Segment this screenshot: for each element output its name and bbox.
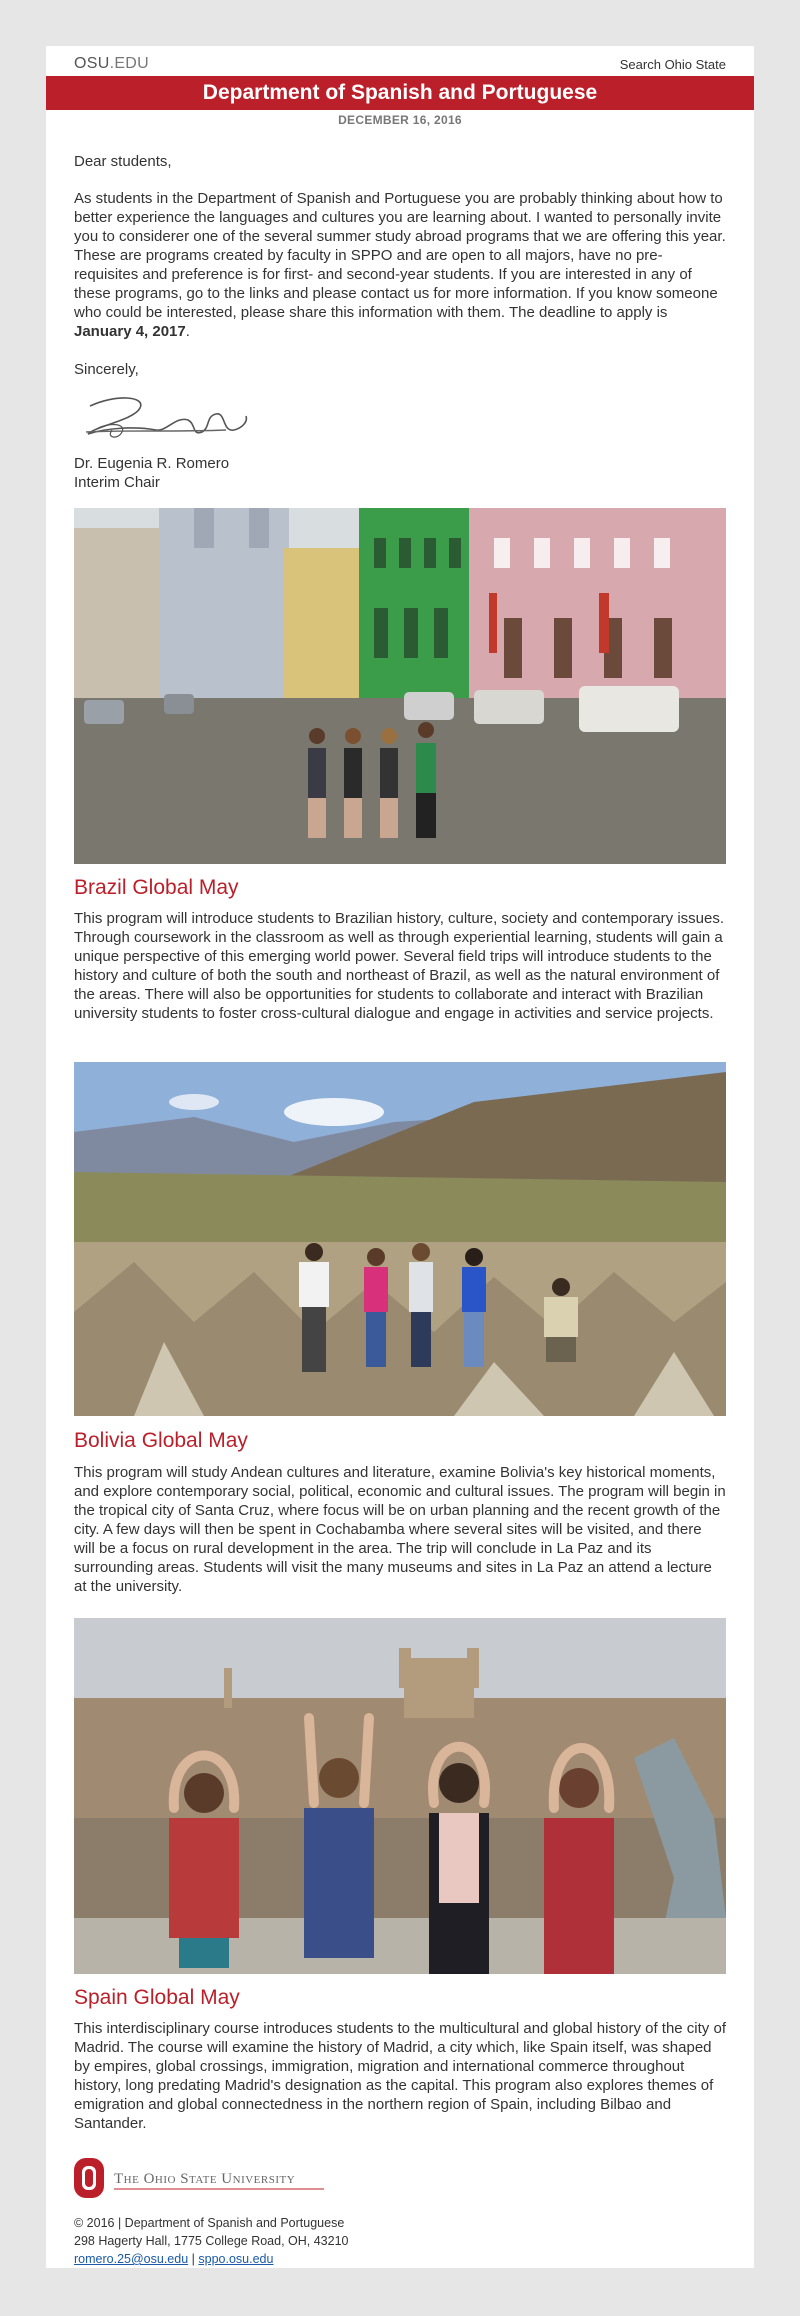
program-title-spain: Spain Global May [74, 1986, 240, 2009]
osu-edu-logo[interactable] [74, 55, 149, 73]
intro-end: . [185, 323, 190, 340]
signature-image [76, 386, 256, 454]
department-banner: Department of Spanish and Portuguese [46, 76, 754, 110]
closing: Sincerely, [74, 361, 139, 378]
email-link[interactable]: romero.25@osu.edu [74, 2252, 189, 2266]
brazil-photo [74, 508, 726, 864]
footer-copyright: © 2016 | Department of Spanish and Portuguese [74, 2216, 345, 2230]
website-link[interactable]: sppo.osu.edu [198, 2252, 274, 2266]
top-bar [46, 46, 754, 76]
footer-contact [74, 2214, 348, 2268]
newsletter-date: DECEMBER 16, 2016 [338, 113, 462, 127]
deadline-date: January 4, 2017 [74, 323, 186, 340]
logo-osu-text: OSU [74, 55, 110, 72]
signer-block [74, 454, 726, 492]
program-description-spain: This interdisciplinary course introduces students to the multicultural and global history of the city of Madrid. The course will examine the history of Madrid, a city which, like Spain itself, was shaped by empires, global crossings, immigration, migration and international commerce throughout history, long predating Madrid's designation as the capital. This program also explores themes of emigration and global connectedness in the northern region of Spain, including Bilbao and Santander. [74, 2020, 726, 2132]
greeting: Dear students, [74, 153, 172, 170]
email-page [46, 46, 754, 2268]
signer-title: Interim Chair [74, 474, 160, 491]
program-title-brazil: Brazil Global May [74, 876, 239, 899]
intro-text: As students in the Department of Spanish and Portuguese you are probably thinking about how to better experience the languages and cultures you are learning about. I wanted to personally invite you to considerer one of the several summer study abroad programs that we are offering this year. These are programs created by faculty in SPPO and are open to all majors, have no pre-requisites and preference is for first- and second-year students. If you are interested in any of these programs, go to the links and please contact us for more information. If you know someone who could be interested, please share this information with them. The deadline to apply is [74, 190, 726, 321]
footer-links [74, 2250, 348, 2268]
logo-edu-text: .EDU [109, 55, 150, 72]
ohio-state-university-logo[interactable] [74, 2156, 354, 2200]
bolivia-photo [74, 1062, 726, 1416]
search-ohio-state-link[interactable]: Search Ohio State [619, 57, 726, 72]
program-title-bolivia: Bolivia Global May [74, 1429, 248, 1452]
signer-name: Dr. Eugenia R. Romero [74, 455, 230, 472]
footer-address: 298 Hagerty Hall, 1775 College Road, OH, 43210 [74, 2234, 349, 2248]
program-description-brazil: This program will introduce students to Brazilian history, culture, society and contemporary issues. Through coursework in the classroom as well as through experiential learning, students will gain a unique perspective of this emerging world power. Several field trips will introduce students to the history and culture of both the south and northeast of Brazil, as well as the natural environment of the areas. There will also be opportunities for students to collaborate and interact with Brazilian university students to foster cross-cultural dialogue and engage in activities and service projects. [74, 910, 725, 1022]
spain-photo [74, 1618, 726, 1974]
university-name-text: The Ohio State University [114, 2171, 296, 2187]
footer-separator: | [191, 2252, 195, 2266]
intro-paragraph [74, 189, 726, 341]
program-description-bolivia: This program will study Andean cultures and literature, examine Bolivia's key historical moments, and explore contemporary social, political, economic and cultural issues. The program will begin in the tropical city of Santa Cruz, where focus will be on urban planning and the recent growth of the city. A few days will then be spent in Cochabamba where several sites will be visited, and there will be a focus on rural development in the area. The trip will conclude in La Paz and its surrounding areas. Students will visit the many museums and sites in La Paz an attend a lecture at the university. [74, 1464, 726, 1595]
